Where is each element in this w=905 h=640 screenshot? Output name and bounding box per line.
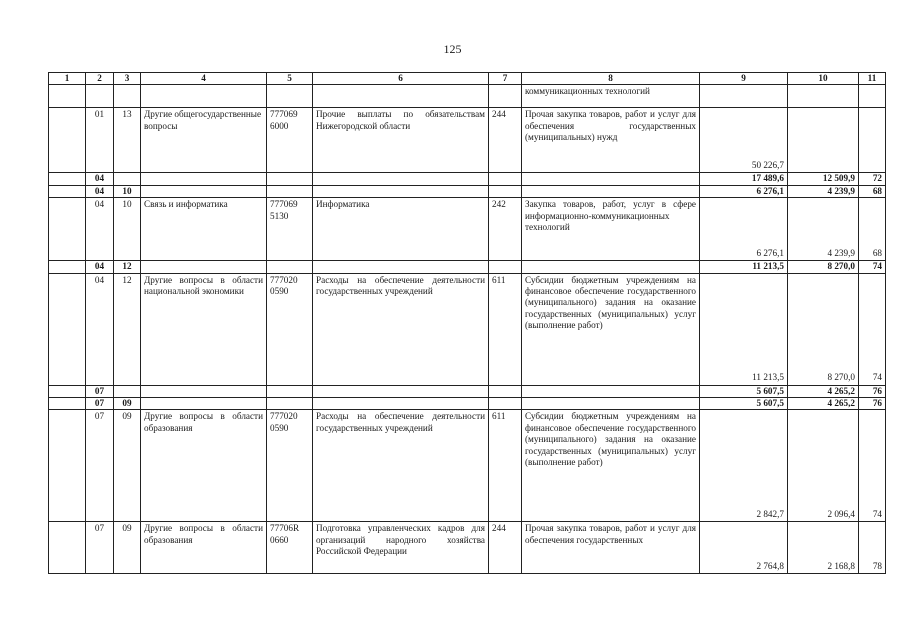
col1-cell — [49, 185, 86, 197]
header-cell: 8 — [522, 73, 700, 85]
percent-cell: 74 — [859, 273, 886, 385]
target-name-cell: Расходы на обеспечение деятельности государственных учреждений — [313, 273, 489, 385]
target-name-cell: Расходы на обеспечение деятельности государственных учреждений — [313, 410, 489, 522]
percent-cell: 74 — [859, 261, 886, 273]
expense-type-cell: 611 — [489, 410, 522, 522]
plan-amount-cell: 11 213,5 — [700, 261, 788, 273]
target-code-cell — [267, 398, 313, 410]
section-name-cell: Другие вопросы в области образования — [141, 522, 267, 574]
section-name-cell: Другие вопросы в области национальной экономики — [141, 273, 267, 385]
section-name-cell: Связь и информатика — [141, 198, 267, 261]
subsection-cell: 09 — [114, 522, 141, 574]
subsection-cell — [114, 85, 141, 108]
expense-name-cell: Закупка товаров, работ, услуг в сфере информационно-коммуникационных технологий — [522, 198, 700, 261]
section-cell: 04 — [86, 185, 114, 197]
percent-cell — [859, 108, 886, 173]
expense-name-cell: Прочая закупка товаров, работ и услуг для обеспечения государственных — [522, 522, 700, 574]
subsection-cell: 09 — [114, 410, 141, 522]
actual-amount-cell — [788, 85, 859, 108]
expense-type-cell: 244 — [489, 522, 522, 574]
col1-cell — [49, 410, 86, 522]
subsection-cell: 12 — [114, 273, 141, 385]
expense-name-cell — [522, 398, 700, 410]
plan-amount-cell: 11 213,5 — [700, 273, 788, 385]
target-name-cell — [313, 173, 489, 185]
actual-amount-cell: 4 239,9 — [788, 198, 859, 261]
section-cell: 04 — [86, 173, 114, 185]
actual-amount-cell: 4 265,2 — [788, 385, 859, 397]
expense-name-cell: Субсидии бюджетным учреждениям на финансовое обеспечение государственного (муниципального) задания на оказание государственных (муниципальных) услуг (выполнение работ) — [522, 410, 700, 522]
expense-name-cell: Прочая закупка товаров, работ и услуг для обеспечения государственных (муниципальных) нужд — [522, 108, 700, 173]
section-name-cell — [141, 398, 267, 410]
target-code-cell — [267, 173, 313, 185]
table-row — [49, 185, 886, 197]
section-cell: 01 — [86, 108, 114, 173]
header-cell: 6 — [313, 73, 489, 85]
page-number: 125 — [443, 42, 462, 56]
table-row — [49, 522, 886, 574]
expense-name-cell — [522, 173, 700, 185]
target-name-cell: Информатика — [313, 198, 489, 261]
header-cell: 2 — [86, 73, 114, 85]
header-cell: 7 — [489, 73, 522, 85]
plan-amount-cell: 17 489,6 — [700, 173, 788, 185]
plan-amount-cell: 2 842,7 — [700, 410, 788, 522]
section-name-cell — [141, 385, 267, 397]
expense-name-cell — [522, 185, 700, 197]
table-row — [49, 198, 886, 261]
table-row — [49, 108, 886, 173]
expense-name-cell: коммуникационных технологий — [522, 85, 700, 108]
table-row — [49, 398, 886, 410]
section-cell: 07 — [86, 410, 114, 522]
expense-type-cell — [489, 185, 522, 197]
budget-table — [48, 72, 886, 574]
target-name-cell — [313, 398, 489, 410]
section-name-cell: Другие вопросы в области образования — [141, 410, 267, 522]
expense-type-cell — [489, 85, 522, 108]
percent-cell — [859, 85, 886, 108]
actual-amount-cell: 2 168,8 — [788, 522, 859, 574]
section-name-cell — [141, 173, 267, 185]
section-name-cell: Другие общегосударственные вопросы — [141, 108, 267, 173]
actual-amount-cell: 4 239,9 — [788, 185, 859, 197]
header-cell: 9 — [700, 73, 788, 85]
col1-cell — [49, 273, 86, 385]
header-cell: 1 — [49, 73, 86, 85]
plan-amount-cell — [700, 85, 788, 108]
expense-name-cell — [522, 385, 700, 397]
expense-type-cell: 242 — [489, 198, 522, 261]
expense-name-cell: Субсидии бюджетным учреждениям на финансовое обеспечение государственного (муниципального) задания на оказание государственных (муниципальных) услуг (выполнение работ) — [522, 273, 700, 385]
actual-amount-cell: 2 096,4 — [788, 410, 859, 522]
col1-cell — [49, 398, 86, 410]
subsection-cell: 09 — [114, 398, 141, 410]
subsection-cell: 10 — [114, 185, 141, 197]
section-cell: 07 — [86, 385, 114, 397]
target-code-cell — [267, 261, 313, 273]
target-code-cell: 77706R 0660 — [267, 522, 313, 574]
target-code-cell: 777069 5130 — [267, 198, 313, 261]
section-name-cell — [141, 261, 267, 273]
subsection-cell: 10 — [114, 198, 141, 261]
plan-amount-cell: 5 607,5 — [700, 398, 788, 410]
target-name-cell — [313, 385, 489, 397]
target-name-cell — [313, 185, 489, 197]
percent-cell: 78 — [859, 522, 886, 574]
target-code-cell — [267, 85, 313, 108]
target-code-cell — [267, 185, 313, 197]
section-cell: 07 — [86, 398, 114, 410]
expense-type-cell: 611 — [489, 273, 522, 385]
section-cell: 04 — [86, 198, 114, 261]
section-cell: 04 — [86, 261, 114, 273]
target-name-cell: Подготовка управленческих кадров для организаций народного хозяйства Российской Федерации — [313, 522, 489, 574]
col1-cell — [49, 261, 86, 273]
percent-cell: 68 — [859, 185, 886, 197]
actual-amount-cell: 4 265,2 — [788, 398, 859, 410]
percent-cell: 68 — [859, 198, 886, 261]
section-cell — [86, 85, 114, 108]
col1-cell — [49, 198, 86, 261]
expense-name-cell — [522, 261, 700, 273]
actual-amount-cell: 8 270,0 — [788, 273, 859, 385]
percent-cell: 76 — [859, 398, 886, 410]
header-cell: 5 — [267, 73, 313, 85]
plan-amount-cell: 6 276,1 — [700, 198, 788, 261]
percent-cell: 76 — [859, 385, 886, 397]
target-code-cell — [267, 385, 313, 397]
plan-amount-cell: 6 276,1 — [700, 185, 788, 197]
subsection-cell — [114, 385, 141, 397]
expense-type-cell — [489, 398, 522, 410]
subsection-cell: 13 — [114, 108, 141, 173]
header-cell: 3 — [114, 73, 141, 85]
target-name-cell — [313, 261, 489, 273]
section-cell: 07 — [86, 522, 114, 574]
table-row — [49, 410, 886, 522]
section-cell: 04 — [86, 273, 114, 385]
col1-cell — [49, 522, 86, 574]
col1-cell — [49, 173, 86, 185]
target-code-cell: 777020 0590 — [267, 273, 313, 385]
target-code-cell: 777069 6000 — [267, 108, 313, 173]
table-row — [49, 173, 886, 185]
expense-type-cell — [489, 173, 522, 185]
col1-cell — [49, 108, 86, 173]
header-cell: 10 — [788, 73, 859, 85]
section-name-cell — [141, 85, 267, 108]
table-row — [49, 273, 886, 385]
expense-type-cell: 244 — [489, 108, 522, 173]
target-name-cell — [313, 85, 489, 108]
actual-amount-cell: 8 270,0 — [788, 261, 859, 273]
target-code-cell: 777020 0590 — [267, 410, 313, 522]
table-row — [49, 85, 886, 108]
table-row — [49, 385, 886, 397]
header-cell: 4 — [141, 73, 267, 85]
column-number-header — [49, 73, 886, 85]
subsection-cell: 12 — [114, 261, 141, 273]
target-name-cell: Прочие выплаты по обязательствам Нижегородской области — [313, 108, 489, 173]
header-cell: 11 — [859, 73, 886, 85]
actual-amount-cell — [788, 108, 859, 173]
plan-amount-cell: 5 607,5 — [700, 385, 788, 397]
plan-amount-cell: 50 226,7 — [700, 108, 788, 173]
expense-type-cell — [489, 385, 522, 397]
percent-cell: 74 — [859, 410, 886, 522]
actual-amount-cell: 12 509,9 — [788, 173, 859, 185]
section-name-cell — [141, 185, 267, 197]
plan-amount-cell: 2 764,8 — [700, 522, 788, 574]
col1-cell — [49, 85, 86, 108]
col1-cell — [49, 385, 86, 397]
table-row — [49, 261, 886, 273]
percent-cell: 72 — [859, 173, 886, 185]
subsection-cell — [114, 173, 141, 185]
expense-type-cell — [489, 261, 522, 273]
